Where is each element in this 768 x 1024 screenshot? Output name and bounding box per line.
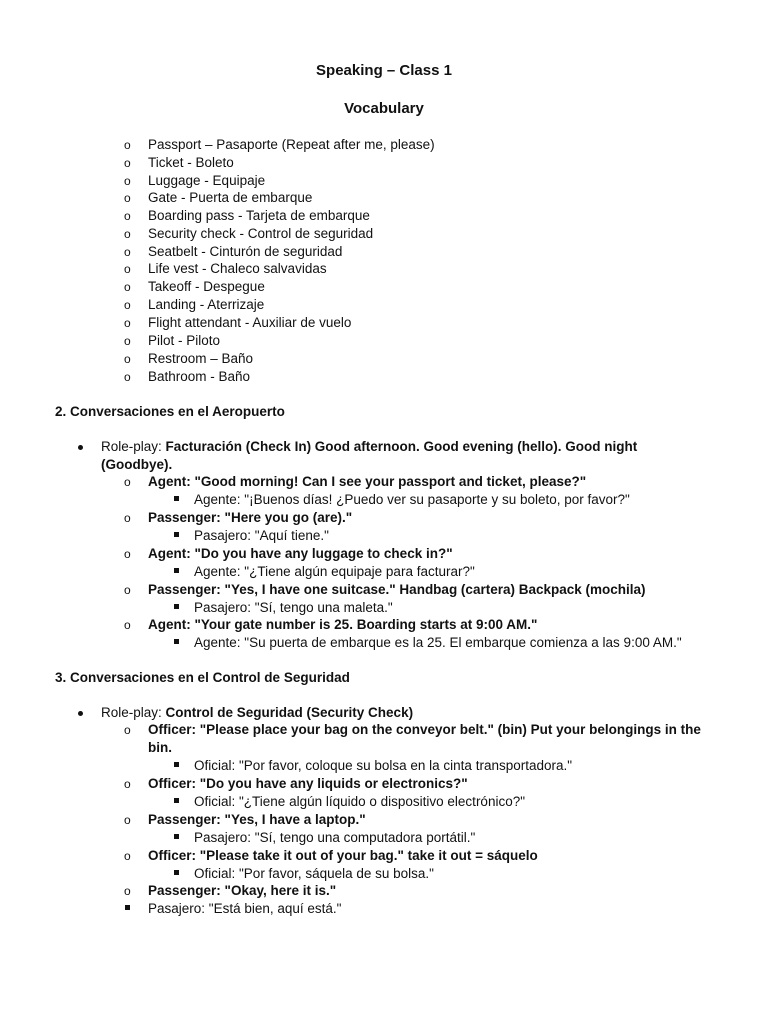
circle-bullet-icon: o [124,352,131,366]
circle-bullet-icon: o [124,280,131,294]
vocab-text: Restroom – Baño [148,351,254,366]
dialogue-quote: "Good morning! Can I see your passport and ticket, please?" [194,474,587,489]
dialogue-text [148,616,537,633]
speaker-label: Officer: [148,776,200,791]
translation-text: Oficial: "Por favor, coloque su bolsa en la cinta transportadora." [194,758,573,773]
vocab-text: Pilot - Piloto [148,333,221,348]
circle-bullet-icon: o [124,209,131,223]
speaker-label: Officer: [148,848,200,863]
speaker-label: Officer: [148,722,200,737]
square-bullet-icon [174,762,179,767]
vocab-text: Boarding pass - Tarjeta de embarque [148,208,370,223]
vocab-text: Landing - Aterrizaje [148,297,265,312]
dialogue-text [148,581,646,598]
circle-bullet-icon: o [124,618,131,632]
vocab-text: Life vest - Chaleco salvavidas [148,261,327,276]
vocabulary-heading: Vocabulary [344,100,424,117]
section-3-heading: 3. Conversaciones en el Control de Seguridad [55,670,350,685]
circle-bullet-icon: o [124,138,131,152]
square-bullet-icon [174,639,179,644]
circle-bullet-icon: o [124,334,131,348]
dialogue-quote: "Your gate number is 25. Boarding starts at 9:00 AM." [194,617,538,632]
square-bullet-icon [174,870,179,875]
vocab-text: Gate - Puerta de embarque [148,190,313,205]
circle-bullet-icon: o [124,511,131,525]
speaker-label: Agent: [148,546,195,561]
speaker-label: Passenger: [148,582,225,597]
dialogue-text [148,847,538,864]
circle-bullet-icon: o [124,316,131,330]
vocab-text: Luggage - Equipaje [148,173,266,188]
translation-text: Agente: "¿Tiene algún equipaje para facturar?" [194,564,475,579]
circle-bullet-icon: o [124,156,131,170]
roleplay-line [101,438,637,455]
vocab-text: Takeoff - Despegue [148,279,265,294]
dialogue-quote: "Here you go (are)." [224,510,353,525]
circle-bullet-icon: o [124,370,131,384]
dialogue-text [148,545,453,562]
dialogue-quote: "Yes, I have one suitcase." Handbag (cartera) Backpack (mochila) [224,582,646,597]
square-bullet-icon [174,798,179,803]
circle-bullet-icon: o [124,298,131,312]
dialogue-quote: "Do you have any luggage to check in?" [194,546,453,561]
square-bullet-icon [174,604,179,609]
bullet-icon [78,445,83,450]
dialogue-text [148,509,352,526]
circle-bullet-icon: o [124,547,131,561]
circle-bullet-icon: o [124,245,131,259]
translation-text: Pasajero: "Está bien, aquí está." [148,901,342,916]
circle-bullet-icon: o [124,262,131,276]
speaker-label: Agent: [148,474,195,489]
dialogue-text [148,811,366,828]
square-bullet-icon [174,834,179,839]
translation-text: Oficial: "¿Tiene algún líquido o dispositivo electrónico?" [194,794,526,809]
circle-bullet-icon: o [124,475,131,489]
document-title: Speaking – Class 1 [316,62,452,79]
speaker-label: Passenger: [148,510,225,525]
translation-text: Agente: "Su puerta de embarque es la 25. El embarque comienza a las 9:00 AM." [194,635,682,650]
translation-text: Pasajero: "Sí, tengo una computadora portátil." [194,830,476,845]
square-bullet-icon [174,496,179,501]
roleplay-title-continued: (Goodbye). [101,457,173,472]
circle-bullet-icon: o [124,191,131,205]
translation-text: Pasajero: "Sí, tengo una maleta." [194,600,393,615]
circle-bullet-icon: o [124,884,131,898]
vocab-text: Ticket - Boleto [148,155,234,170]
vocab-text: Flight attendant - Auxiliar de vuelo [148,315,352,330]
circle-bullet-icon: o [124,849,131,863]
dialogue-quote: "Okay, here it is." [224,883,337,898]
dialogue-text [148,775,468,792]
roleplay-title: Facturación (Check In) Good afternoon. Good evening (hello). Good night [165,439,638,454]
vocab-text: Bathroom - Baño [148,369,251,384]
square-bullet-icon [174,568,179,573]
square-bullet-icon [174,532,179,537]
speaker-label: Passenger: [148,812,225,827]
roleplay-title: Control de Seguridad (Security Check) [165,705,414,720]
circle-bullet-icon: o [124,777,131,791]
dialogue-quote: "Yes, I have a laptop." [224,812,366,827]
dialogue-quote: "Do you have any liquids or electronics?" [199,776,468,791]
translation-text: Pasajero: "Aquí tiene." [194,528,329,543]
circle-bullet-icon: o [124,813,131,827]
circle-bullet-icon: o [124,723,131,737]
vocab-text: Passport – Pasaporte (Repeat after me, please) [148,137,435,152]
dialogue-quote-continued: bin. [148,740,172,755]
dialogue-text [148,473,586,490]
dialogue-text [148,721,701,738]
roleplay-line [101,704,413,721]
vocab-text: Seatbelt - Cinturón de seguridad [148,244,343,259]
bullet-icon [78,711,83,716]
roleplay-label: Role-play: [101,439,166,454]
dialogue-quote: "Please place your bag on the conveyor belt." (bin) Put your belongings in the [199,722,701,737]
dialogue-text [148,882,336,899]
square-bullet-icon [125,905,130,910]
circle-bullet-icon: o [124,227,131,241]
translation-text: Oficial: "Por favor, sáquela de su bolsa." [194,866,434,881]
circle-bullet-icon: o [124,174,131,188]
vocab-text: Security check - Control de seguridad [148,226,374,241]
speaker-label: Passenger: [148,883,225,898]
circle-bullet-icon: o [124,583,131,597]
section-2-heading: 2. Conversaciones en el Aeropuerto [55,404,285,419]
speaker-label: Agent: [148,617,195,632]
translation-text: Agente: "¡Buenos días! ¿Puedo ver su pasaporte y su boleto, por favor?" [194,492,630,507]
dialogue-quote: "Please take it out of your bag." take it out = sáquelo [199,848,538,863]
roleplay-label: Role-play: [101,705,166,720]
